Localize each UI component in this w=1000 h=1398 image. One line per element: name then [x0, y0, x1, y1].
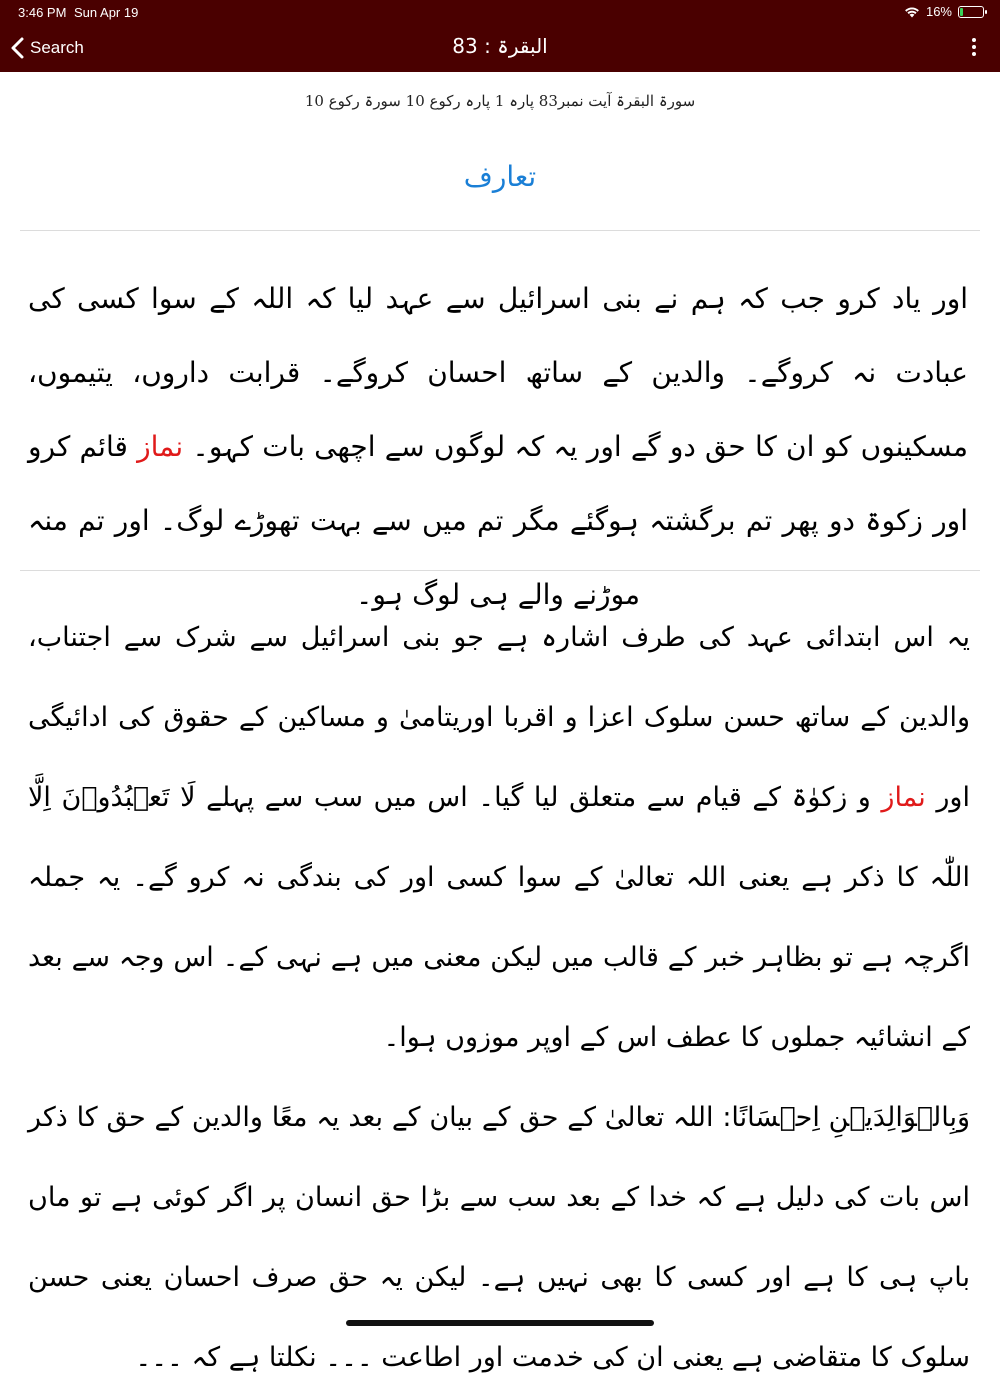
battery-icon [958, 6, 984, 18]
back-button-label: Search [30, 38, 84, 57]
more-dot-icon [972, 38, 976, 42]
tafseer-p1-part2: و زکوٰۃ کے قیام سے متعلق لیا گیا۔ اس میں سب سے پہلے لَا تَعۡبُدُوۡنَ اِلَّا اللّٰہ کا ذکر ہے یعنی اللہ تعالیٰ کے سوا کسی اور کی بندگی نہ کرو گے۔ یہ جملہ اگرچہ ہے تو بظاہر خبر کے قالب میں لیکن معنی میں ہے نہی کے۔ اس وجہ سے بعد کے انشائیہ جملوں کا عطف اس کے اوپر موزوں ہوا۔ [28, 782, 970, 1053]
battery-percent: 16% [925, 4, 952, 19]
battery-fill [960, 8, 963, 16]
status-indicators [904, 4, 984, 19]
wifi-icon [904, 6, 920, 18]
section-title: تعارف [463, 160, 537, 193]
more-dot-icon [972, 52, 976, 56]
status-date: Sun Apr 19 [74, 5, 139, 20]
tafseer-highlight: نماز [881, 782, 926, 813]
navigation-bar [0, 0, 1000, 72]
verse-translation [28, 262, 968, 632]
more-options-button[interactable] [970, 38, 978, 60]
tafseer-paragraph [28, 598, 970, 1078]
status-time: 3:46 PM [18, 5, 67, 20]
page-title: البقرۃ : 83 [452, 34, 548, 58]
tafseer-p1-part1: یہ اس ابتدائی عہد کی طرف اشارہ ہے جو بنی اسرائیل سے شرک سے اجتناب، والدین کے ساتھ حسن سلوک اعزا و اقربا اوریتامیٰ و مساکین کے حقوق کی ادائیگی اور [28, 622, 970, 813]
tafseer-paragraph: وَبِالۡوَالِدَیۡنِ اِحۡسَانًا: اللہ تعالیٰ کے حق کے بیان کے بعد یہ معًا والدین کے حق کا ذکر اس بات کی دلیل ہے کہ خدا کے بعد سب سے بڑا حق انسان پر اگر کوئی ہے تو ماں باپ ہی کا ہے اور کسی کا بھی نہیں ہے۔ لیکن یہ حق صرف احسان یعنی حسن سلوک کا متقاضی ہے یعنی ان کی خدمت اور اطاعت ۔۔۔ نکلتا ہے کہ ۔۔۔ [28, 1102, 970, 1373]
divider [20, 570, 980, 571]
home-indicator[interactable] [346, 1320, 654, 1326]
verse-text-part2: قائم کرو اور زکوۃ دو پھر تم برگشتہ ہوگئے مگر تم میں سے بہت تھوڑے لوگ۔ اور تم منہ موڑنے والے ہی لوگ ہو۔ [28, 430, 968, 611]
verse-reference: سورۃ البقرۃ آیت نمبر83 پارہ 1 پارہ رکوع 10 سورۃ رکوع 10 [304, 92, 696, 110]
divider [20, 230, 980, 231]
tafseer-text [28, 598, 970, 1398]
verse-highlight: نماز [137, 430, 184, 463]
more-dot-icon [972, 45, 976, 49]
verse-text-part1: اور یاد کرو جب کہ ہم نے بنی اسرائیل سے عہد لیا کہ اللہ کے سوا کسی کی عبادت نہ کروگے۔ والدین کے ساتھ احسان کروگے۔ قرابت داروں، یتیموں، مسکینوں کو ان کا حق دو گے اور یہ کہ لوگوں سے اچھی بات کہو۔ [28, 282, 968, 463]
